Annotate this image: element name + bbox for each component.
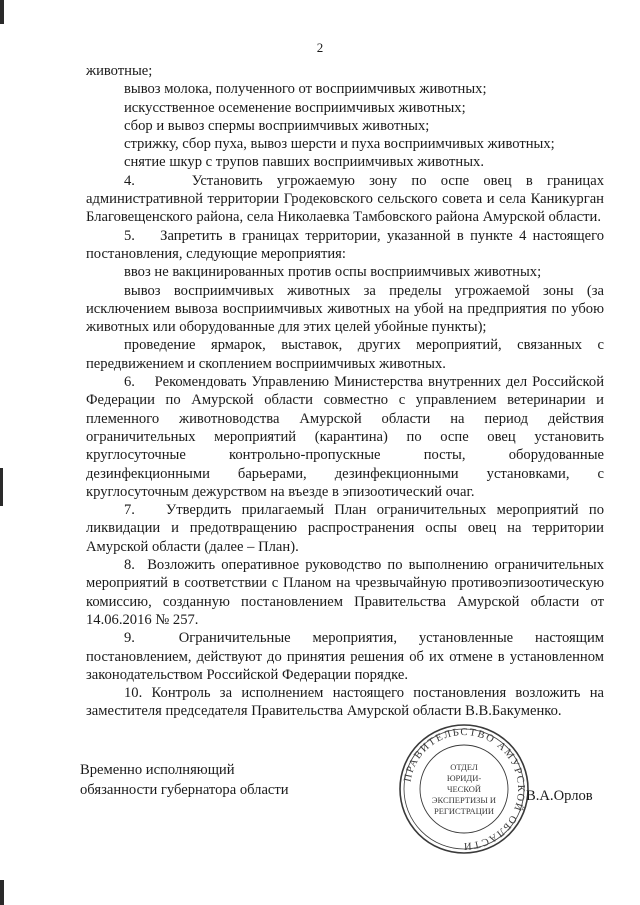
signatory-name: В.А.Орлов: [526, 788, 593, 804]
signature-title: [80, 760, 289, 800]
scan-edge-mark-middle: [0, 468, 3, 506]
official-stamp: [397, 722, 531, 856]
stamp-inner-line-5: РЕГИСТРАЦИИ: [433, 806, 495, 816]
paragraph-7: 7. Утвердить прилагаемый План ограничительных мероприятий по ликвидации и предотвращению распространения оспы овец на территории Амурской области (далее – План).: [86, 502, 604, 555]
paragraph-10: 10. Контроль за исполнением настоящего постановления возложить на заместителя председателя Правительства Амурской области В.В.Бакуменко.: [86, 685, 604, 720]
paragraph-5-item-3: проведение ярмарок, выставок, других мероприятий, связанных с передвижением и скоплением восприимчивых животных.: [86, 337, 604, 372]
stamp-inner-line-1: ОТДЕЛ: [450, 762, 478, 772]
stamp-inner-line-2: ЮРИДИ-: [446, 773, 482, 783]
signature-title-line-2: обязанности губернатора области: [80, 782, 289, 798]
line-animals: животные;: [86, 63, 153, 79]
list-item-milk: вывоз молока, полученного от восприимчивых животных;: [124, 81, 487, 98]
paragraph-5-item-1: ввоз не вакцинированных против оспы восприимчивых животных;: [124, 264, 542, 281]
paragraph-5-item-2: вывоз восприимчивых животных за пределы угрожаемой зоны (за исключением вывоза восприимчивых животных на убой на предприятия по убою животных или оборудованные для этих целей убойные пункты);: [86, 282, 604, 336]
stamp-outer-text: ПРАВИТЕЛЬСТВО АМУРСКОЙ ОБЛАСТИ: [402, 726, 527, 852]
scan-edge-mark-top: [0, 0, 4, 24]
list-item-shearing: стрижку, сбор пуха, вывоз шерсти и пуха восприимчивых животных;: [124, 136, 555, 153]
list-item-skins: снятие шкур с трупов павших восприимчивых животных.: [124, 154, 484, 171]
page-number: 2: [316, 40, 324, 55]
document-body: [86, 62, 604, 721]
list-item-insemination: искусственное осеменение восприимчивых животных;: [124, 99, 466, 116]
scan-edge-mark-bottom: [0, 880, 4, 905]
paragraph-5: 5. Запретить в границах территории, указанной в пункте 4 настоящего постановления, следующие мероприятия:: [86, 227, 604, 262]
stamp-inner-line-3: ЧЕСКОЙ: [446, 784, 482, 794]
list-item-sperm: сбор и вывоз спермы восприимчивых животных;: [124, 117, 430, 134]
paragraph-9: 9. Ограничительные мероприятия, установленные настоящим постановлением, действуют до принятия решения об их отмене в установленном законодательством Российской Федерации порядке.: [86, 630, 604, 683]
signature-title-line-1: Временно исполняющий: [80, 762, 235, 778]
paragraph-4: 4. Установить угрожаемую зону по оспе овец в границах административной территории Гродековского сельского совета и села Каникурган Благовещенского района, села Николаевка Тамбовского района Амурской области.: [86, 172, 604, 226]
stamp-inner-line-4: ЭКСПЕРТИЗЫ И: [431, 795, 497, 805]
paragraph-8: 8. Возложить оперативное руководство по выполнению ограничительных мероприятий в соответствии с Планом на чрезвычайную противоэпизоотическую комиссию, созданную постановлением Правительства Амурской области от 14.06.2016 № 257.: [86, 557, 604, 628]
paragraph-6: 6. Рекомендовать Управлению Министерства внутренних дел Российской Федерации по Амурской области совместно с управлением ветеринарии и племенного животноводства Амурской области на период действия ограничительных мероприятий (карантина) по оспе овец установить круглосуточные контрольно-пропускные посты, оборудованные дезинфекционными барьерами, дезинфекционными установками, с круглосуточным дежурством на въезде в эпизоотический очаг.: [86, 374, 604, 500]
